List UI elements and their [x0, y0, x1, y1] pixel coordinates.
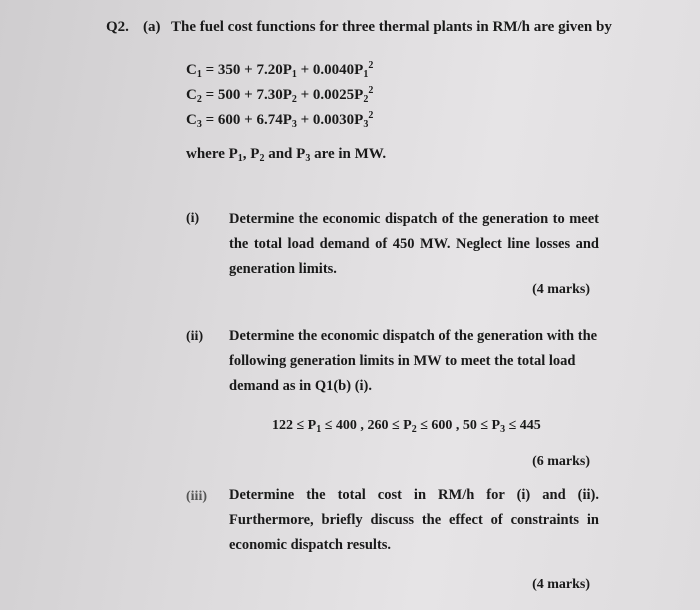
equation-c3: $C_3 = 600 + 6.74P_3 + 0.0030P_3^2$ [186, 110, 374, 130]
subpart-iii-marks: (4 marks) [532, 577, 590, 592]
subpart-ii-marks: (6 marks) [532, 454, 590, 469]
part-label: (a) [143, 19, 161, 35]
where-clause: where $P_1$, $P_2$ and $P_3$ are in MW. [186, 146, 387, 164]
question-intro: The fuel cost functions for three thermal plants in RM/h are given by [171, 19, 612, 35]
subpart-iii-text: Determine the total cost in RM/h for (i) and (ii). Furthermore, briefly discuss the effect of constraints in economic dispatch results. [229, 487, 599, 553]
subpart-iii-label: (iii) [186, 489, 207, 504]
equation-c2: $C_2 = 500 + 7.30P_2 + 0.0025P_2^2$ [186, 85, 374, 105]
subpart-ii-label: (ii) [186, 329, 204, 344]
generation-limits: $122 \le P_1 \le 400$ , $260 \le P_2 \le 600$ , $50 \le P_3 \le 445$ [272, 418, 541, 435]
subpart-i-text: Determine the economic dispatch of the generation to meet the total load demand of 450 MW. Neglect line losses and generation limits. [229, 211, 599, 277]
equation-c1: $C_1 = 350 + 7.20P_1 + 0.0040P_1^2$ [186, 60, 374, 80]
subpart-i-marks: (4 marks) [532, 282, 590, 297]
question-number: Q2. [106, 19, 129, 35]
subpart-ii-text: Determine the economic dispatch of the generation with the following generation limits in MW to meet the total load demand as in Q1(b) (i). [229, 328, 598, 394]
subpart-i-label: (i) [186, 211, 200, 226]
